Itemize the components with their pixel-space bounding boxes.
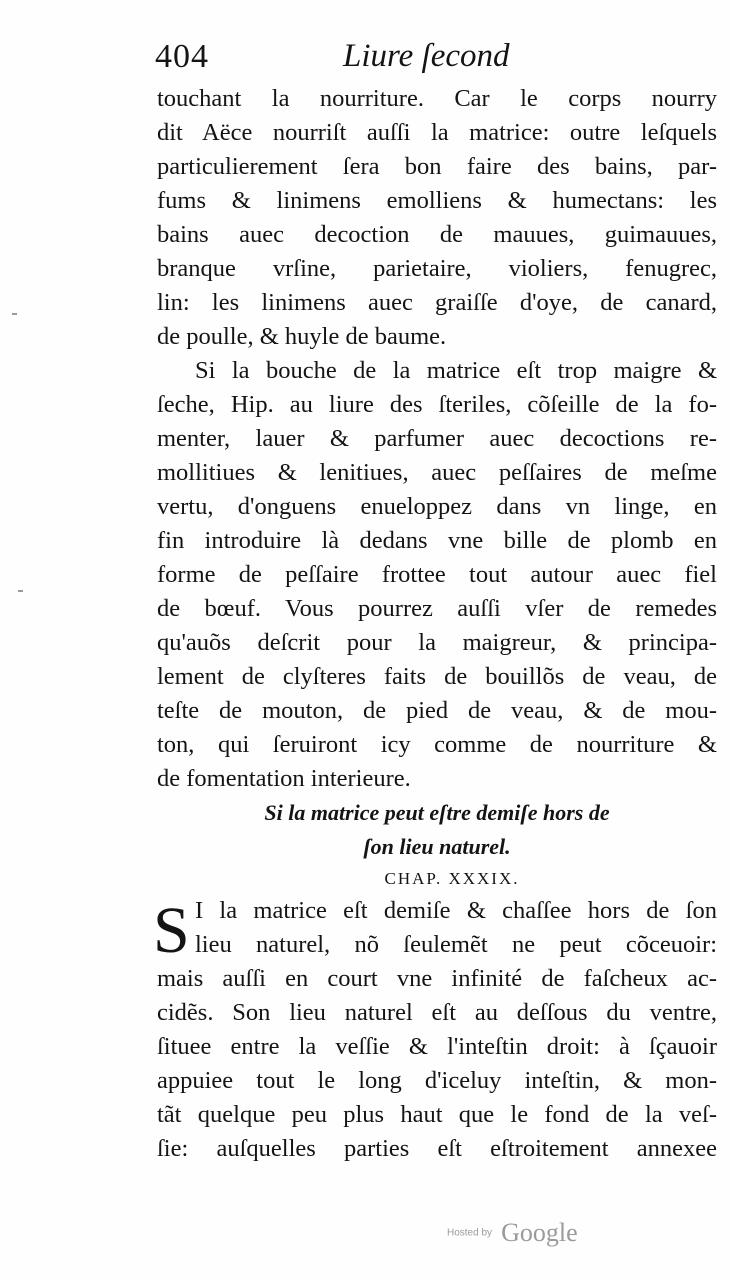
- text-line: teſte de mouton, de pied de veau, & de mou-: [157, 697, 717, 724]
- text-line: lement de clyſteres faits de bouillõs de veau, de: [157, 663, 717, 690]
- text-line: dit Aëce nourriſt auſſi la matrice: outre leſquels: [157, 119, 717, 146]
- text-line: lieu naturel, nõ ſeulemẽt ne peut cõceuoir:: [195, 931, 717, 958]
- text-line: forme de peſſaire frottee tout autour auec fiel: [157, 561, 717, 588]
- text-line: touchant la nourriture. Car le corps nourry: [157, 85, 717, 112]
- text-line: branque vrſine, parietaire, violiers, fenugrec,: [157, 255, 717, 282]
- text-line: bains auec decoction de mauues, guimauues,: [157, 221, 717, 248]
- chapter-title-line: ſon lieu naturel.: [363, 834, 511, 859]
- text-line: vertu, d'onguens enueloppez dans vn linge, en: [157, 493, 717, 520]
- google-watermark: [447, 1218, 578, 1248]
- paragraph-1: [157, 82, 717, 354]
- text-line: de fomentation interieure.: [157, 765, 411, 792]
- text-line: lin: les linimens auec graiſſe d'oye, de canard,: [157, 289, 717, 316]
- text-line: mais auſſi en court vne infinité de faſcheux ac-: [157, 965, 717, 992]
- text-line: particulierement ſera bon faire des bains, par-: [157, 153, 717, 180]
- margin-speck: [12, 313, 17, 315]
- text-line: Si la bouche de la matrice eſt trop maigre &: [195, 357, 717, 384]
- text-line: fin introduire là dedans vne bille de plomb en: [157, 527, 717, 554]
- chapter-title-line: Si la matrice peut eſtre demiſe hors de: [264, 800, 610, 825]
- text-line: mollitiues & lenitiues, auec peſſaires de meſme: [157, 459, 717, 486]
- section-heading: [157, 796, 717, 894]
- body-text: [153, 82, 717, 1166]
- paragraph-3: [153, 894, 717, 1166]
- paragraph-2: [157, 354, 717, 796]
- text-line: cidẽs. Son lieu naturel eſt au deſſous du ventre,: [157, 999, 717, 1026]
- text-line: fums & linimens emolliens & humectans: les: [157, 187, 717, 214]
- text-line: de bœuf. Vous pourrez auſſi vſer de remedes: [157, 595, 717, 622]
- chapter-number: CHAP. XXXIX.: [384, 869, 520, 888]
- text-line: ſeche, Hip. au liure des ſteriles, cõſeille de la fo-: [157, 391, 717, 418]
- page-header: [155, 38, 715, 88]
- page-number: 404: [155, 38, 209, 75]
- running-title: Liure ſecond: [343, 38, 510, 74]
- text-line: de poulle, & huyle de baume.: [157, 323, 447, 350]
- text-line: ton, qui ſeruiront icy comme de nourriture &: [157, 731, 717, 758]
- google-logo: Google: [501, 1218, 578, 1247]
- text-line: ſie: auſquelles parties eſt eſtroitement annexee: [157, 1135, 717, 1162]
- text-line: I la matrice eſt demiſe & chaſſee hors de ſon: [195, 897, 717, 924]
- text-line: ſituee entre la veſſie & l'inteſtin droit: à ſçauoir: [157, 1033, 717, 1060]
- watermark-prefix: Hosted by: [447, 1227, 493, 1239]
- drop-cap-initial: S: [153, 894, 190, 967]
- text-line: tãt quelque peu plus haut que le fond de la veſ-: [157, 1101, 717, 1128]
- text-line: menter, lauer & parfumer auec decoctions re-: [157, 425, 717, 452]
- text-line: qu'auõs deſcrit pour la maigreur, & principa-: [157, 629, 717, 656]
- text-line: appuiee tout le long d'iceluy inteſtin, & mon-: [157, 1067, 717, 1094]
- margin-speck: [18, 590, 23, 592]
